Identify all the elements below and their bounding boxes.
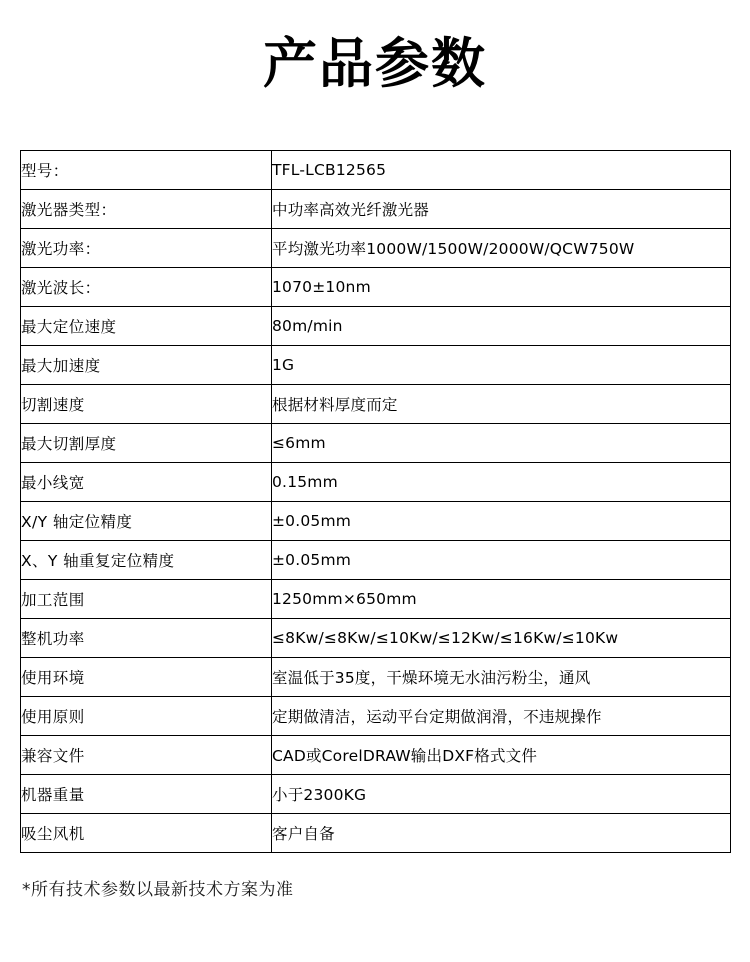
- spec-label: X、Y 轴重复定位精度: [21, 540, 272, 579]
- spec-label: 最大切割厚度: [21, 423, 272, 462]
- table-row: [21, 813, 731, 852]
- spec-label: 激光功率：: [21, 228, 272, 267]
- spec-label: 吸尘风机: [21, 813, 272, 852]
- spec-value: 根据材料厚度而定: [272, 384, 731, 423]
- footnote: *所有技术参数以最新技术方案为准: [22, 879, 294, 900]
- table-row: [21, 696, 731, 735]
- spec-value: 定期做清洁，运动平台定期做润滑，不违规操作: [272, 696, 731, 735]
- spec-label: 最大定位速度: [21, 306, 272, 345]
- spec-label: 使用原则: [21, 696, 272, 735]
- spec-label: X/Y 轴定位精度: [21, 501, 272, 540]
- table-row: [21, 423, 731, 462]
- spec-value: 0.15mm: [272, 462, 731, 501]
- table-row: [21, 501, 731, 540]
- table-row: [21, 306, 731, 345]
- spec-value: 1G: [272, 345, 731, 384]
- spec-value: ±0.05mm: [272, 540, 731, 579]
- spec-label: 切割速度: [21, 384, 272, 423]
- spec-table-container: [20, 150, 730, 853]
- table-row: [21, 345, 731, 384]
- spec-table-body: [21, 150, 731, 852]
- spec-label: 兼容文件: [21, 735, 272, 774]
- spec-label: 机器重量: [21, 774, 272, 813]
- table-row: [21, 150, 731, 189]
- spec-value: ±0.05mm: [272, 501, 731, 540]
- spec-value: CAD或CorelDRAW输出DXF格式文件: [272, 735, 731, 774]
- page-title: 产品参数: [263, 32, 487, 95]
- spec-value: 小于2300KG: [272, 774, 731, 813]
- spec-value: 客户自备: [272, 813, 731, 852]
- table-row: [21, 618, 731, 657]
- spec-value: TFL-LCB12565: [272, 150, 731, 189]
- table-row: [21, 228, 731, 267]
- spec-label: 使用环境: [21, 657, 272, 696]
- spec-label: 型号：: [21, 150, 272, 189]
- spec-label: 最大加速度: [21, 345, 272, 384]
- spec-value: 1250mm×650mm: [272, 579, 731, 618]
- table-row: [21, 462, 731, 501]
- spec-table: [20, 150, 731, 853]
- table-row: [21, 735, 731, 774]
- table-row: [21, 189, 731, 228]
- spec-value: 80m/min: [272, 306, 731, 345]
- spec-value: ≤6mm: [272, 423, 731, 462]
- spec-label: 整机功率: [21, 618, 272, 657]
- table-row: [21, 774, 731, 813]
- table-row: [21, 579, 731, 618]
- spec-value: ≤8Kw/≤8Kw/≤10Kw/≤12Kw/≤16Kw/≤10Kw: [272, 618, 731, 657]
- spec-value: 平均激光功率1000W/1500W/2000W/QCW750W: [272, 228, 731, 267]
- spec-value: 中功率高效光纤激光器: [272, 189, 731, 228]
- spec-label: 最小线宽: [21, 462, 272, 501]
- spec-value: 室温低于35度，干燥环境无水油污粉尘，通风: [272, 657, 731, 696]
- table-row: [21, 267, 731, 306]
- spec-label: 加工范围: [21, 579, 272, 618]
- spec-label: 激光波长：: [21, 267, 272, 306]
- spec-value: 1070±10nm: [272, 267, 731, 306]
- table-row: [21, 384, 731, 423]
- table-row: [21, 657, 731, 696]
- table-row: [21, 540, 731, 579]
- spec-label: 激光器类型：: [21, 189, 272, 228]
